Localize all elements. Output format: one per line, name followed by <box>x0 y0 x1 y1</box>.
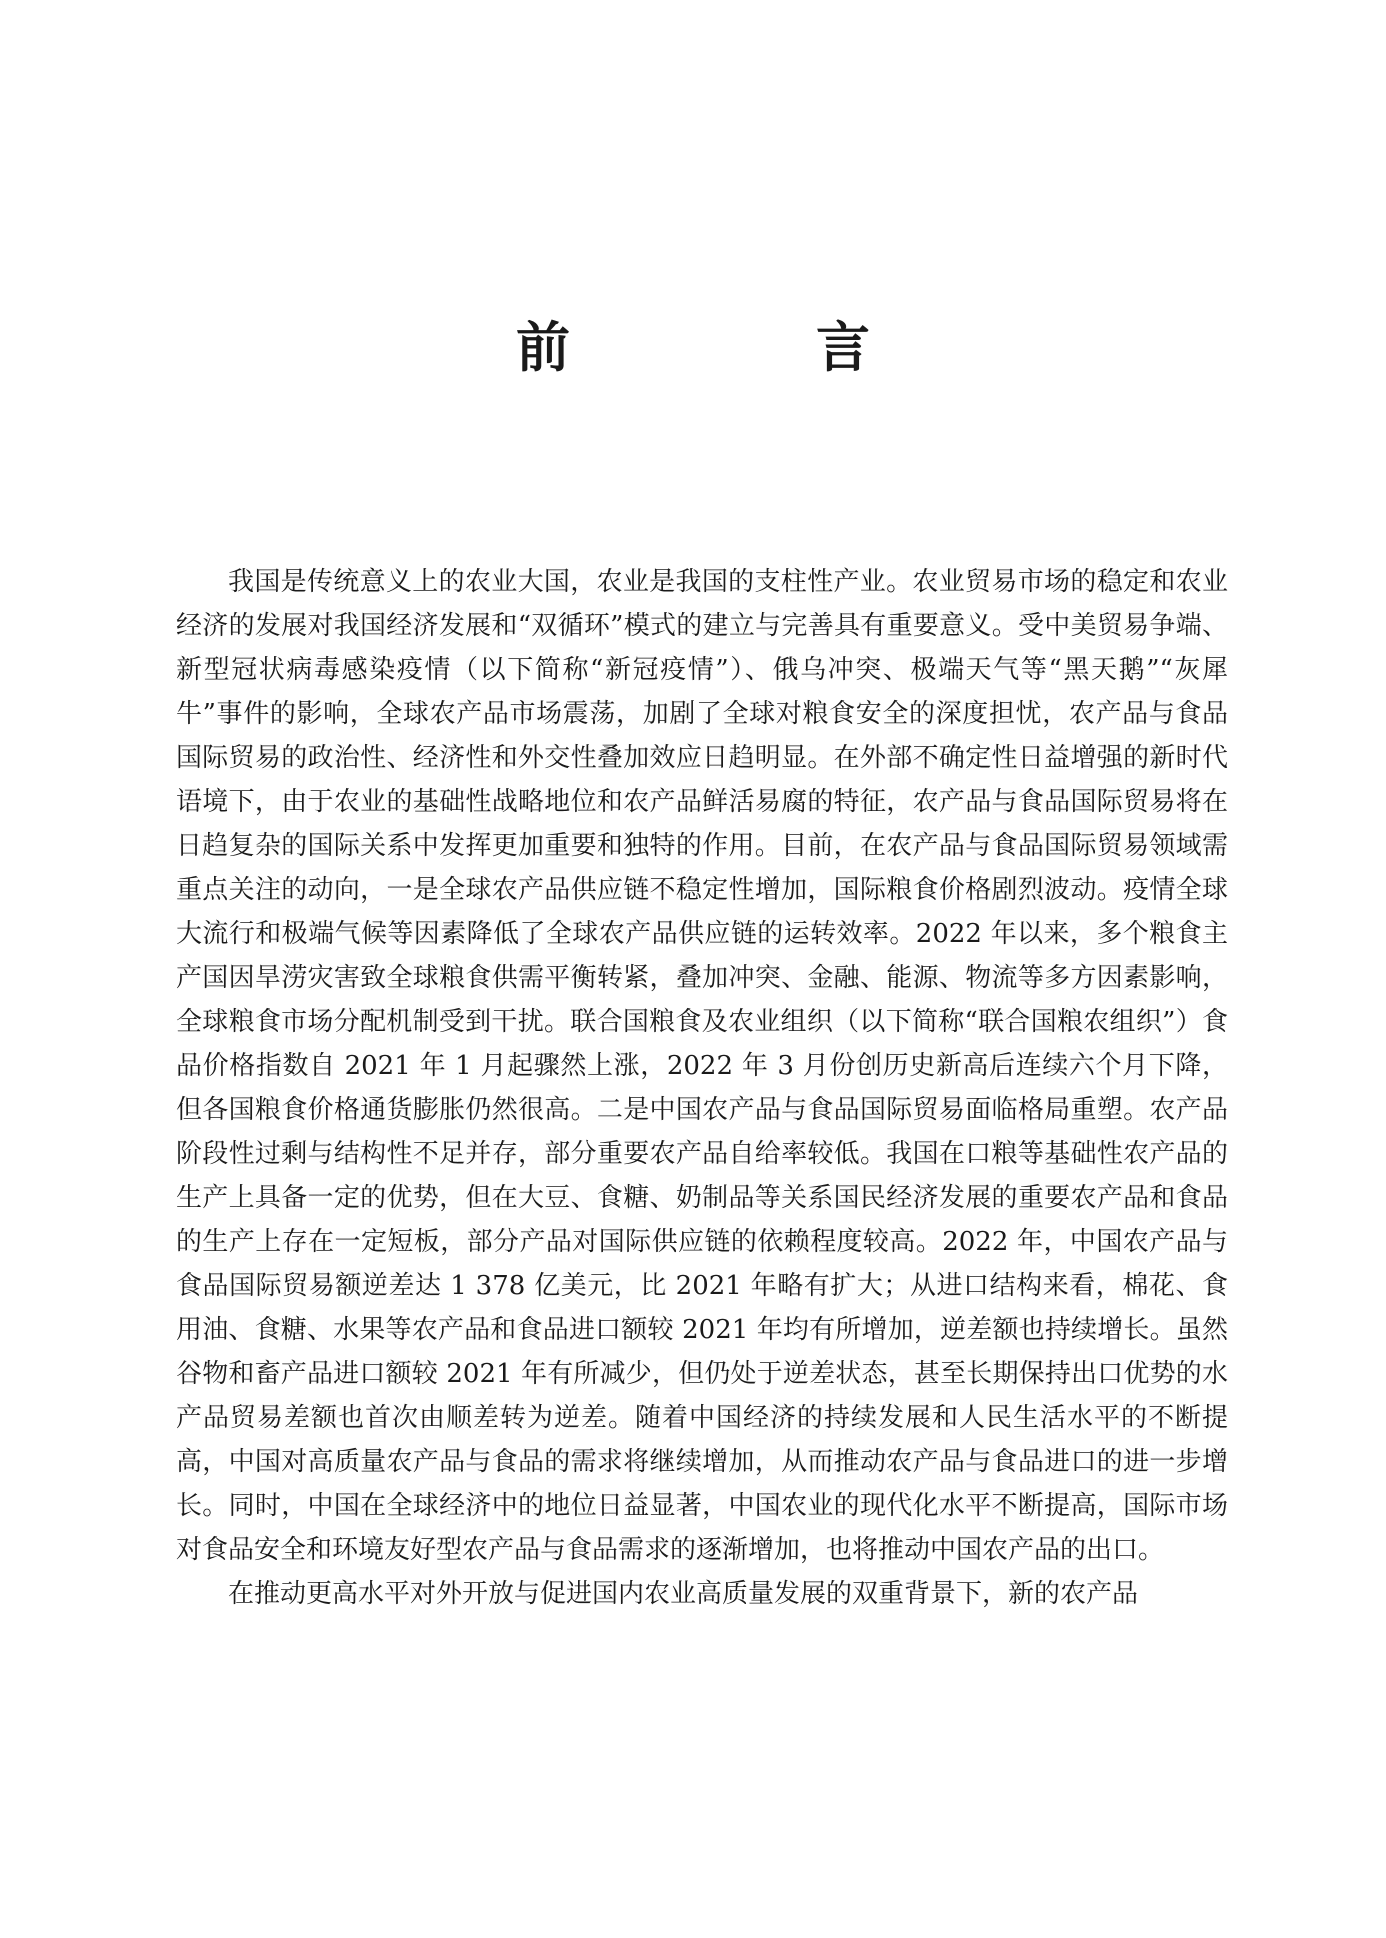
page-title: 前 言 <box>516 316 966 379</box>
paragraph-2: 在推动更高水平对外开放与促进国内农业高质量发展的双重背景下，新的农产品 <box>228 1579 1139 1609</box>
paragraph-1: 我国是传统意义上的农业大国，农业是我国的支柱性产业。农业贸易市场的稳定和农业经济的发展对我国经济发展和“双循环”模式的建立与完善具有重要意义。受中美贸易争端、新型冠状病毒感染疫情（以下简称“新冠疫情”）、俄乌冲突、极端天气等“黑天鹅”“灰犀牛”事件的影响，全球农产品市场震荡，加剧了全球对粮食安全的深度担忧，农产品与食品国际贸易的政治性、经济性和外交性叠加效应日趋明显。在外部不确定性日益增强的新时代语境下，由于农业的基础性战略地位和农产品鲜活易腐的特征，农产品与食品国际贸易将在日趋复杂的国际关系中发挥更加重要和独特的作用。目前，在农产品与食品国际贸易领域需重点关注的动向，一是全球农产品供应链不稳定性增加，国际粮食价格剧烈波动。疫情全球大流行和极端气候等因素降低了全球农产品供应链的运转效率。2022 年以来，多个粮食主产国因旱涝灾害致全球粮食供需平衡转紧，叠加冲突、金融、能源、物流等多方因素影响，全球粮食市场分配机制受到干扰。联合国粮食及农业组织（以下简称“联合国粮农组织”）食品价格指数自 2021 年 1 月起骤然上涨，2022 年 3 月份创历史新高后连续六个月下降，但各国粮食价格通货膨胀仍然很高。二是中国农产品与食品国际贸易面临格局重塑。农产品阶段性过剩与结构性不足并存，部分重要农产品自给率较低。我国在口粮等基础性农产品的生产上具备一定的优势，但在大豆、食糖、奶制品等关系国民经济发展的重要农产品和食品的生产上存在一定短板，部分产品对国际供应链的依赖程度较高。2022 年，中国农产品与食品国际贸易额逆差达 1 378 亿美元，比 2021 年略有扩大；从进口结构来看，棉花、食用油、食糖、水果等农产品和食品进口额较 2021 年均有所增加，逆差额也持续增长。虽然谷物和畜产品进口额较 2021 年有所减少，但仍处于逆差状态，甚至长期保持出口优势的水产品贸易差额也首次由顺差转为逆差。随着中国经济的持续发展和人民生活水平的不断提高，中国对高质量农产品与食品的需求将继续增加，从而推动农产品与食品进口的进一步增长。同时，中国在全球经济中的地位日益显著，中国农业的现代化水平不断提高，国际市场对食品安全和环境友好型农产品与食品需求的逐渐增加，也将推动中国农产品的出口。 <box>176 567 1228 1565</box>
body-text <box>176 560 1228 1616</box>
